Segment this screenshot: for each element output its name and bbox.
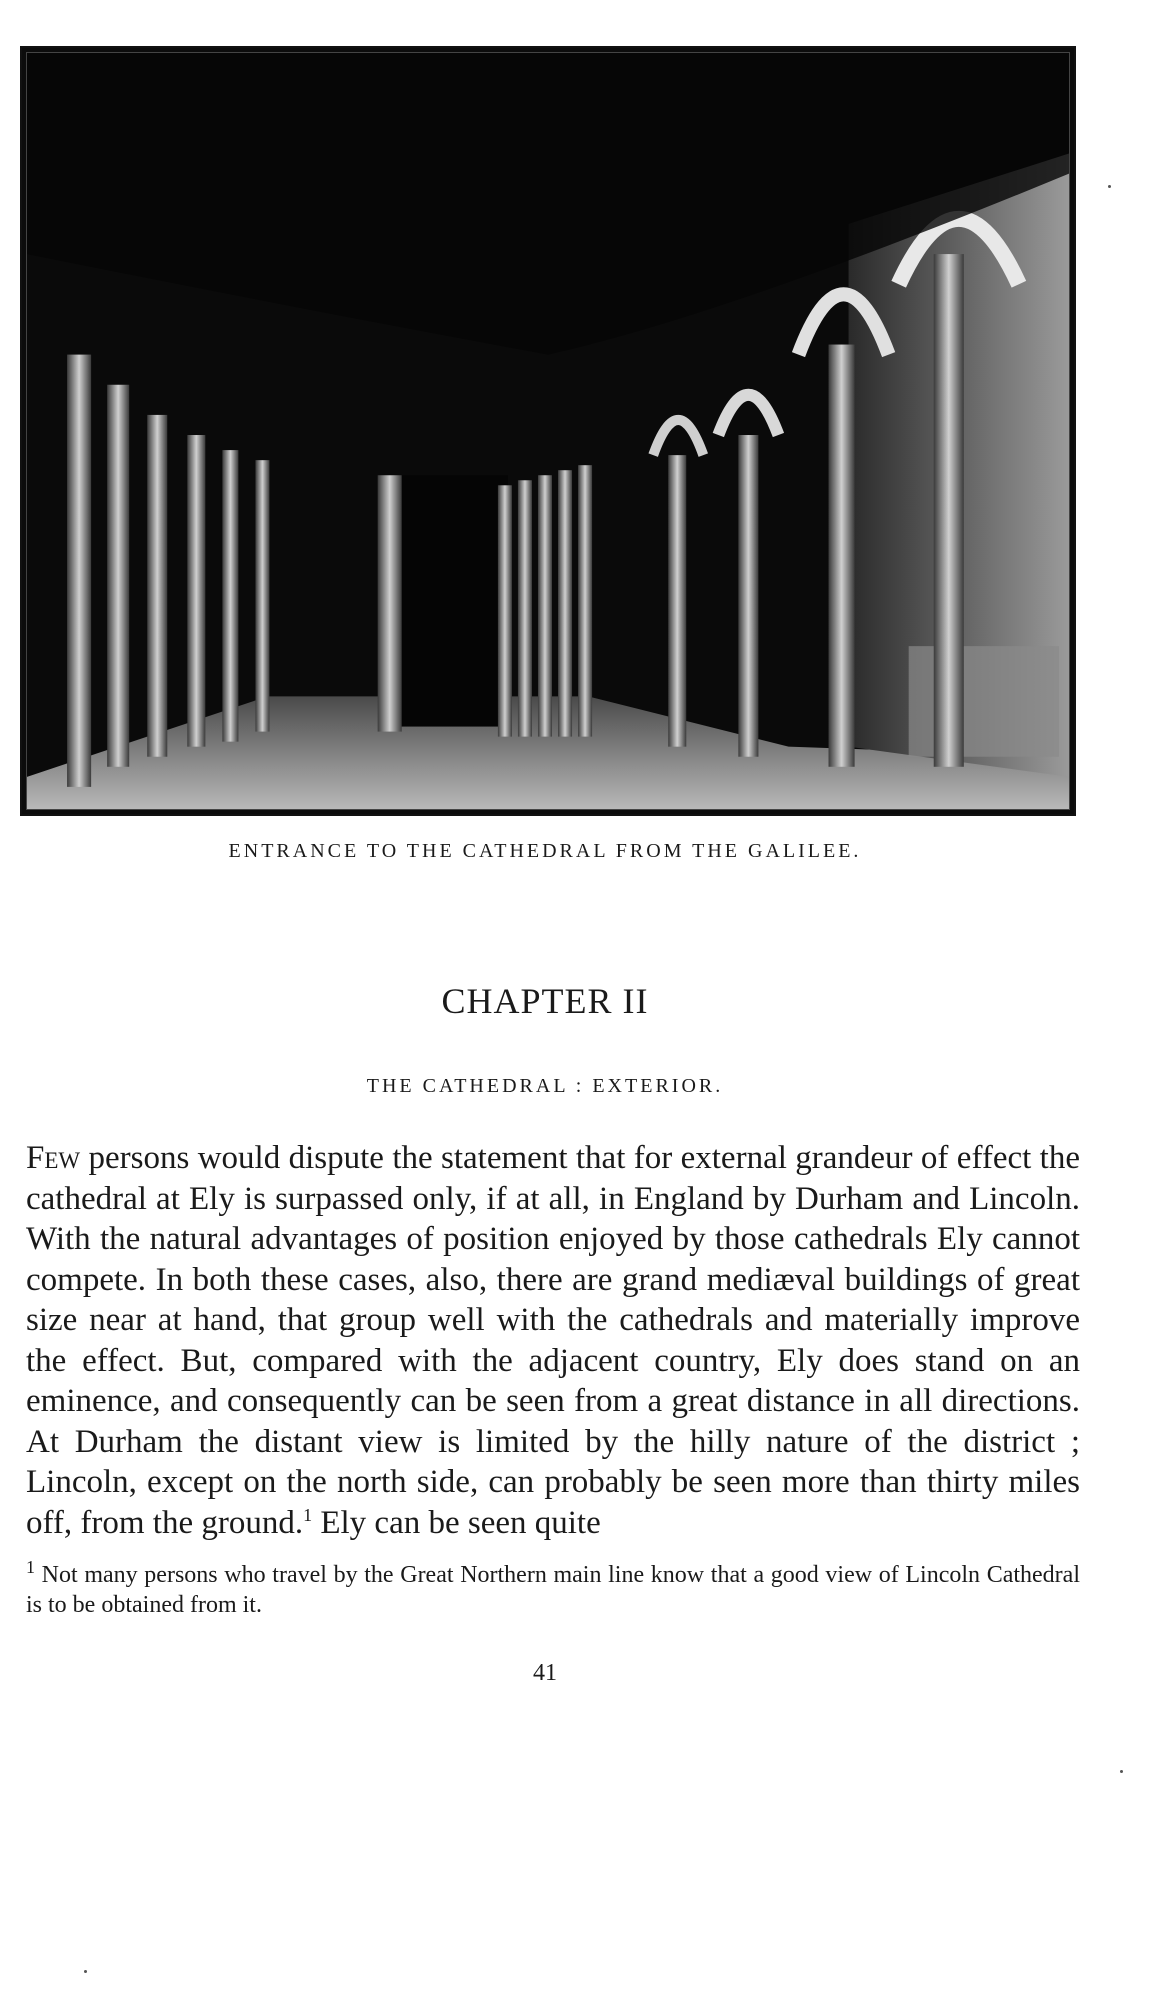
- body-paragraph: [26, 1138, 1080, 1543]
- body-text-tail: Ely can be seen quite: [312, 1504, 601, 1541]
- footnote: [26, 1557, 1080, 1620]
- print-speck: [1120, 1770, 1123, 1773]
- footnote-marker: 1: [26, 1557, 35, 1577]
- plate-caption: ENTRANCE TO THE CATHEDRAL FROM THE GALILEE.: [228, 840, 862, 862]
- chapter-title: CHAPTER II: [441, 981, 649, 1021]
- photo-frame: [26, 52, 1070, 810]
- chapter-subtitle: THE CATHEDRAL : EXTERIOR.: [366, 1075, 724, 1097]
- body-text-main: persons would dispute the statement that for external grandeur of effect the cathedral at Ely is surpassed only, if at all, in England by Durham and Lincoln. With the natural advantages of position enjoyed by those cathedrals Ely cannot compete. In both these cases, also, there are grand mediæval buildings of great size near at hand, that group well with the cathedrals and materially improve the effect. But, compared with the adjacent country, Ely does stand on an eminence, and consequently can be seen from a great distance in all directions. At Durham the distant view is limited by the hilly nature of the district ; Lincoln, except on the north side, can probably be seen more than thirty miles off, from the ground.: [26, 1140, 1080, 1541]
- galilee-interior-image: [27, 53, 1069, 809]
- print-speck: [84, 1970, 87, 1973]
- frontispiece-photo: [20, 46, 1076, 816]
- footnote-reference: 1: [303, 1504, 313, 1525]
- page-number: 41: [533, 1660, 557, 1686]
- lead-word: Few: [26, 1140, 81, 1176]
- print-speck: [1108, 185, 1111, 188]
- footnote-text: Not many persons who travel by the Great Northern main line know that a good view of Lincoln Cathedral is to be obtained from it.: [26, 1562, 1080, 1618]
